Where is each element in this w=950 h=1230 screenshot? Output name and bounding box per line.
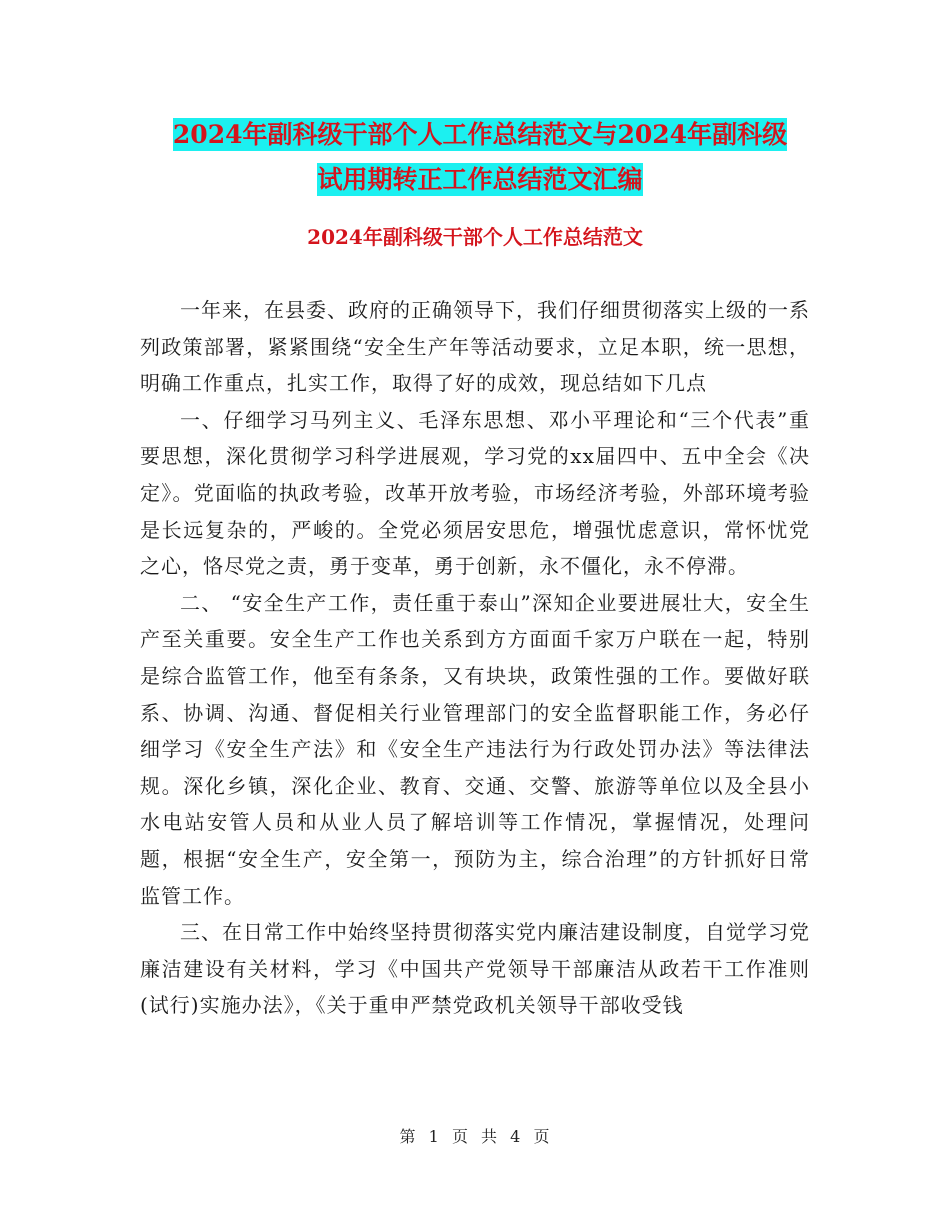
section-title: 2024年副科级干部个人工作总结范文	[307, 225, 643, 249]
footer-total-word: 共	[481, 1127, 499, 1146]
paragraph-intro: 一年来，在县委、政府的正确领导下，我们仔细贯彻落实上级的一系列政策部署，紧紧围绕“安全生产年等活动要求，立足本职，统一思想，明确工作重点，扎实工作，取得了好的成效，现总结如下几点	[140, 298, 810, 396]
footer-prefix: 第	[399, 1127, 417, 1146]
footer-current-page: 1	[428, 1127, 440, 1146]
footer-total-pages: 4	[510, 1127, 522, 1146]
footer-page-word: 页	[451, 1127, 469, 1146]
document-title	[140, 112, 820, 202]
paragraph-point-2: 二、 “安全生产工作，责任重于泰山”深知企业要进展壮大，安全生产至关重要。安全生产工作也关系到方方面面千家万户联在一起，特别是综合监管工作，他至有条条，又有块块，政策性强的工作。要做好联系、协调、沟通、督促相关行业管理部门的安全监督职能工作，务必仔细学习《安全生产法》和《安全生产违法行为行政处罚办法》等法律法规。深化乡镇，深化企业、教育、交通、交警、旅游等单位以及全县小水电站安管人员和从业人员了解培训等工作情况，掌握情况，处理问题，根据“安全生产，安全第一，预防为主，综合治理”的方针抓好日常监管工作。	[140, 590, 810, 908]
document-title-line-2: 试用期转正工作总结范文汇编	[317, 165, 643, 194]
footer-suffix: 页	[533, 1127, 551, 1146]
body-text	[140, 292, 810, 1024]
paragraph-point-1: 一、仔细学习马列主义、毛泽东思想、邓小平理论和“三个代表”重要思想，深化贯彻学习科学进展观，学习党的xx届四中、五中全会《决定》。党面临的执政考验，改革开放考验，市场经济考验，外部环境考验是长远复杂的，严峻的。全党必须居安思危，增强忧虑意识，常怀忧党之心，恪尽党之责，勇于变革，勇于创新，永不僵化，永不停滞。	[140, 407, 810, 579]
paragraph-point-3: 三、在日常工作中始终坚持贯彻落实党内廉洁建设制度，自觉学习党廉洁建设有关材料，学习《中国共产党领导干部廉洁从政若干工作准则(试行)实施办法》，《关于重申严禁党政机关领导干部收受钱	[140, 920, 810, 1018]
document-title-line-1: 2024年副科级干部个人工作总结范文与2024年副科级	[172, 120, 788, 149]
page-footer	[0, 1125, 950, 1149]
